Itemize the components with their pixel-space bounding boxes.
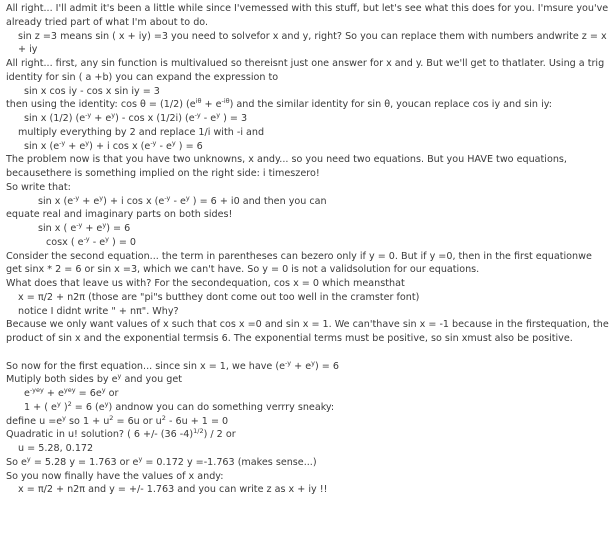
multiply-step: multiply everything by 2 and replace 1/i with -i and — [18, 126, 265, 138]
problem-statement: sin z =3 means sin ( x + iy) =3 you need to solvefor x and y, right? So you can replace them with numbers andwrite z = x + iy — [18, 30, 607, 56]
y-values-line: So $e^y = 5.28$ y = 1.763 or $e^y = 0.172$ y =-1.763 (makes sense...) — [6, 455, 317, 468]
final-answer-line: x = π/2 + n2π and y = +/- 1.763 and you can write z as x + iy !! — [18, 484, 328, 496]
write-that-line: So write that: — [6, 181, 71, 193]
define-u-line: define $u =e^y$ so $1 + u^2 = 6u$ or $u^2 - 6u + 1 = 0$ — [6, 414, 229, 427]
final-values-intro: So you now finally have the values of x andy: — [6, 470, 224, 482]
equation-substituted: sin x (1/2) $(e^{-y} + e^y) - \cos x$ (1/2i) ($e^{-y} - e^y$ ) = 3 — [24, 112, 248, 124]
expanded-expression: sin x cos iy - cos x sin iy = 3 — [24, 85, 160, 97]
multivalued-note: All right... first, any sin function is multivalued so thereisnt just one answer for x and y. But we'll get to thatlater. Using a trig identity for sin ( a +b) you can expand the expression to — [6, 58, 605, 83]
positive-sin-paragraph: Because we only want values of x such that cos x =0 and sin x = 1. We can'thave sin x = -1 because in the firstequation, the product of sin x and the exponential termsis 6. The exponential terms must be positive, so sin xmust also be positive. — [6, 319, 609, 344]
cos-zero-line: What does that leave us with? For the secondequation, cos x = 0 which meansthat — [6, 278, 405, 289]
first-equation-line: So now for the first equation... since sin x = 1, we have $(e^{-y} + e^y) = 6$ — [6, 359, 339, 372]
quadratic-line: Quadratic in u! solution? ( 6 +/- (36 -4)$^{1/2}$) / 2 or — [6, 428, 236, 441]
equation-with-i0: sin x $(e^{-y} + e^y) + i$ cos x ($e^{-y} - e^y$ ) = 6 + i0 and then you can — [38, 194, 327, 207]
identity-line: then using the identity: cos θ = (1/2) $(e^{i\theta} + e^{-i\theta})$ and the similar identity for sin θ, youcan replace cos iy and sin iy: — [6, 98, 552, 111]
equate-parts-line: equate real and imaginary parts on both sides! — [6, 209, 233, 221]
second-equation-paragraph: Consider the second equation... the term in parentheses can bezero only if y = 0. But if y =0, then in the first equationwe get sinx * 2 = 6 or sin x =3, which we can't have. So y = 0 is not a validsolution for our equations. — [6, 250, 592, 276]
real-part-equation: sin x ( $e^{-y} + e^y) = 6$ — [38, 222, 131, 234]
expanded-ey-equation: $e^{-yey} + e^{yey} = 6e^y$ or — [24, 387, 119, 399]
two-unknowns-paragraph: The problem now is that you have two unknowns, x andy... so you need two equations. But you HAVE two equations, becausethere is something implied on the right side: i timeszero! — [6, 154, 567, 179]
u-values-line: u = 5.28, 0.172 — [18, 443, 94, 454]
intro-paragraph: All right... I'll admit it's been a little while since I'vemessed with this stuff, but let's see what this does for you. I'msure you've already tried part of what I'm about to do. — [6, 3, 609, 28]
multiply-ey-line: Mutiply both sides by $e^y$ and you get — [6, 373, 182, 386]
imaginary-part-equation: cosx ( $e^{-y} - e^y$ ) = 0 — [46, 235, 137, 248]
x-solution-line: x = π/2 + n2π (those are "pi"s butthey dont come out too well in the cramster font) — [18, 291, 420, 303]
squared-ey-equation: 1 + ( $e^y$ )$^2$ = 6 $(e^y)$ andnow you can do something verrry sneaky: — [24, 400, 335, 413]
n-pi-note: notice I didnt write " + nπ". Why? — [18, 305, 179, 317]
equation-simplified: sin x $(e^{-y} + e^y) + i$ cos x ($e^{-y} - e^y$ ) = 6 — [24, 139, 203, 152]
